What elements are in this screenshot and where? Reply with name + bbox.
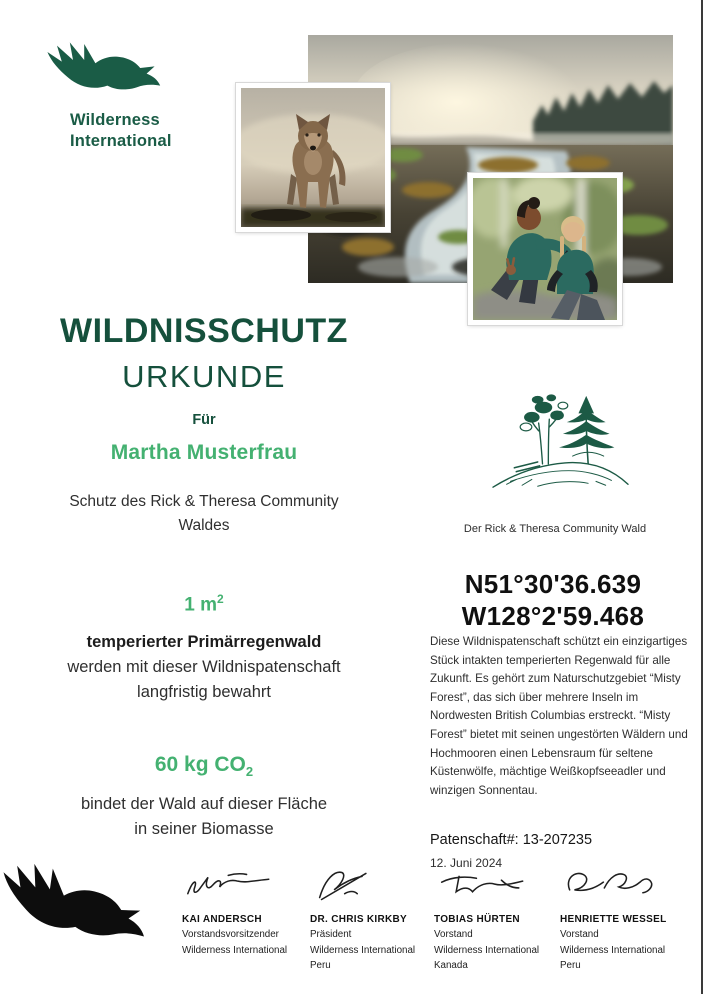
signer-roles (560, 927, 686, 974)
signer-org: Wilderness International (310, 944, 416, 956)
title-line-2: URKUNDE (122, 359, 286, 394)
signature-block-chris-kirkby (310, 864, 436, 974)
signer-name: TOBIAS HÜRTEN (434, 914, 520, 925)
signature-handwriting-icon (434, 864, 540, 908)
area-desc-line-2: langfristig bewahrt (137, 683, 271, 701)
signer-country: Peru (560, 960, 581, 971)
sponsorship-date: 12. Juni 2024 (430, 856, 503, 870)
area-superscript: 2 (217, 592, 224, 606)
sponsorship-number (430, 832, 592, 848)
signer-org: Wilderness International (560, 944, 666, 956)
signer-role: Vorstand (560, 929, 599, 940)
signature-handwriting-icon (560, 864, 666, 908)
sponsorship-description: Diese Wildnispatenschaft schützt ein einzigartiges Stück intakten temperierten Regenwald für alle Zukunft. Es gehört zum Naturschutzgebiet “Misty Forest”, das sich über mehrere Inseln im Nordwesten British Columbias erstreckt. “Misty Forest” bietet mit seinen ungestörten Wäldern und Hochmooren einen Lebensraum für seltene Küstenwölfe, mächtige Weißkopfseeadler und winzigen Sonnentau. (430, 635, 688, 797)
sponsorship-number-value: 13-207235 (522, 832, 593, 848)
signer-role: Vorstandsvorsitzender (182, 929, 279, 940)
co2-desc-line-2: in seiner Biomasse (134, 820, 274, 838)
coordinate-north: N51°30'36.639 (464, 569, 642, 599)
co2-desc-line-1: bindet der Wald auf dieser Fläche (80, 795, 328, 813)
protected-area-value (0, 592, 408, 616)
signer-roles (434, 927, 560, 974)
brand-word-1: Wilderness (70, 111, 160, 129)
certificate-title (0, 312, 408, 395)
signature-block-kai-andersch (182, 864, 308, 958)
recipient-name: Martha Musterfrau (110, 441, 298, 464)
footer-eagle-icon (0, 858, 158, 970)
volunteers-illustration (473, 178, 617, 320)
signer-roles (182, 927, 308, 958)
window-right-edge (701, 0, 703, 994)
signer-role: Vorstand (434, 929, 473, 940)
co2-description (0, 792, 408, 842)
signer-name: DR. CHRIS KIRKBY (310, 914, 408, 925)
area-forest-type: temperierter Primärregenwald (86, 633, 322, 651)
wolf-illustration (241, 88, 385, 227)
signature-block-henriette-wessel (560, 864, 686, 974)
sponsorship-purpose (0, 490, 408, 538)
brand-wordmark (70, 110, 172, 152)
purpose-line-2: Waldes (178, 517, 230, 534)
signer-name: HENRIETTE WESSEL (560, 914, 667, 925)
recipient-label: Für (192, 412, 216, 428)
co2-number: 60 kg CO (154, 753, 246, 776)
title-line-1: WILDNISSCHUTZ (60, 312, 348, 350)
area-desc-line-1: werden mit dieser Wildnispatenschaft (67, 658, 341, 676)
signer-name: KAI ANDERSCH (182, 914, 262, 925)
signer-roles (310, 927, 436, 974)
signature-handwriting-icon (310, 864, 416, 908)
forest-trees-icon (487, 392, 633, 494)
forest-caption: Der Rick & Theresa Community Wald (463, 523, 647, 535)
area-number: 1 m (184, 594, 218, 616)
brand-eagle-icon (34, 36, 176, 116)
signer-org: Wilderness International (182, 944, 288, 956)
co2-value (0, 753, 408, 779)
signer-org: Wilderness International (434, 944, 540, 956)
signature-block-tobias-huerten (434, 864, 560, 974)
brand-word-2: International (70, 132, 172, 150)
sponsorship-number-label: Patenschaft#: (430, 832, 519, 848)
team-photo (468, 173, 622, 325)
signature-handwriting-icon (182, 864, 288, 908)
wolf-photo (236, 83, 390, 232)
protected-area-description (0, 630, 408, 705)
signer-country: Peru (310, 960, 331, 971)
coordinate-west: W128°2'59.468 (461, 601, 645, 631)
signer-role: Präsident (310, 929, 352, 940)
co2-subscript: 2 (245, 764, 254, 780)
purpose-line-1: Schutz des Rick & Theresa Community (69, 493, 339, 510)
signer-country: Kanada (434, 960, 468, 971)
gps-coordinates (408, 568, 698, 632)
